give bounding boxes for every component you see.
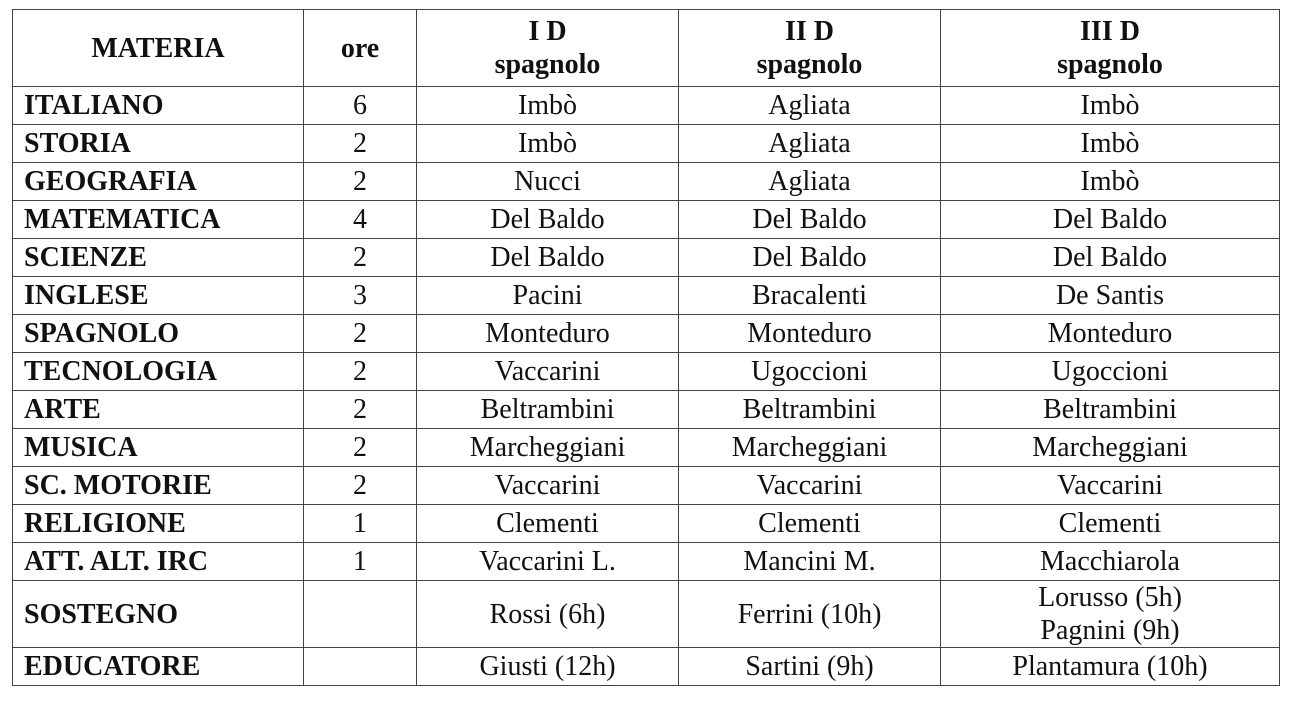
teacher-cell-class-2: [679, 391, 941, 429]
teacher-name: Vaccarini: [494, 470, 601, 501]
header-class-name: I D: [528, 16, 567, 47]
teacher-name: Marcheggiani: [469, 432, 626, 463]
teacher-cell-class-2: [679, 353, 941, 391]
teacher-cell-class-1: [417, 87, 679, 125]
teacher-cell-class-1: [417, 201, 679, 239]
teacher-name: Monteduro: [747, 318, 872, 349]
teacher-cell-class-1: [417, 429, 679, 467]
header-class-language: spagnolo: [756, 49, 863, 80]
subject-cell: ITALIANO: [13, 87, 304, 125]
table-row: [13, 581, 1280, 648]
teacher-name: Imbò: [1080, 128, 1140, 159]
header-class-language: spagnolo: [494, 49, 601, 80]
teacher-name: Pagnini (9h): [1040, 615, 1180, 646]
subject-cell: SC. MOTORIE: [13, 467, 304, 505]
teacher-cell-class-3: [941, 163, 1280, 201]
hours-cell: 2: [304, 163, 417, 201]
subject-cell: INGLESE: [13, 277, 304, 315]
teacher-assignment-table: [12, 9, 1280, 686]
header-class-name: II D: [784, 16, 834, 47]
header-class-language: spagnolo: [1057, 49, 1163, 80]
teacher-cell-class-2: [679, 201, 941, 239]
teacher-cell-class-3: [941, 391, 1280, 429]
teacher-cell-class-2: [679, 429, 941, 467]
hours-cell: 4: [304, 201, 417, 239]
teacher-cell-class-3: [941, 543, 1280, 581]
subject-cell: SCIENZE: [13, 239, 304, 277]
hours-cell: 3: [304, 277, 417, 315]
teacher-name: Beltrambini: [742, 394, 877, 425]
table-row: [13, 125, 1280, 163]
teacher-name: Pacini: [512, 280, 583, 311]
teacher-cell-class-3: [941, 581, 1280, 648]
hours-cell: [304, 581, 417, 648]
header-class-1: [417, 10, 679, 87]
teacher-name: Ferrini (10h): [737, 598, 882, 630]
header-class-2: [679, 10, 941, 87]
teacher-cell-class-3: [941, 429, 1280, 467]
teacher-cell-class-2: [679, 277, 941, 315]
hours-cell: 6: [304, 87, 417, 125]
teacher-name: Del Baldo: [752, 204, 867, 235]
teacher-cell-class-3: [941, 353, 1280, 391]
teacher-name: Vaccarini: [756, 470, 863, 501]
table-row: [13, 648, 1280, 686]
table-row: [13, 277, 1280, 315]
teacher-name: Vaccarini: [1057, 470, 1163, 501]
teacher-cell-class-2: [679, 648, 941, 686]
subject-cell: RELIGIONE: [13, 505, 304, 543]
table-row: [13, 467, 1280, 505]
table-row: [13, 201, 1280, 239]
teacher-name: Vaccarini: [494, 356, 601, 387]
header-class-name: III D: [1080, 16, 1140, 47]
teacher-cell-class-2: [679, 125, 941, 163]
teacher-cell-class-3: [941, 277, 1280, 315]
teacher-cell-class-1: [417, 239, 679, 277]
teacher-name: Clementi: [496, 508, 599, 539]
header-row: [13, 10, 1280, 87]
table-body: [13, 87, 1280, 686]
subject-cell: SOSTEGNO: [13, 581, 304, 648]
subject-cell: ARTE: [13, 391, 304, 429]
teacher-name: Mancini M.: [743, 546, 876, 577]
hours-cell: 2: [304, 429, 417, 467]
subject-cell: MATEMATICA: [13, 201, 304, 239]
header-hours: ore: [304, 10, 417, 87]
teacher-name: Del Baldo: [490, 204, 605, 235]
teacher-cell-class-2: [679, 87, 941, 125]
header-subject: MATERIA: [13, 10, 304, 87]
teacher-name: Del Baldo: [752, 242, 867, 273]
teacher-name: Lorusso (5h): [1038, 582, 1182, 613]
teacher-cell-class-3: [941, 315, 1280, 353]
teacher-name: Beltrambini: [480, 394, 615, 425]
teacher-name: Giusti (12h): [479, 651, 616, 682]
teacher-name: Beltrambini: [1043, 394, 1177, 425]
hours-cell: 2: [304, 125, 417, 163]
teacher-cell-class-2: [679, 467, 941, 505]
table-row: [13, 543, 1280, 581]
teacher-cell-class-1: [417, 353, 679, 391]
table-row: [13, 505, 1280, 543]
teacher-name: Monteduro: [485, 318, 610, 349]
teacher-cell-class-3: [941, 505, 1280, 543]
teacher-name: Vaccarini L.: [479, 546, 616, 577]
teacher-cell-class-1: [417, 505, 679, 543]
teacher-name: Imbò: [517, 90, 578, 121]
teacher-name: Imbò: [1080, 90, 1140, 121]
teacher-cell-class-2: [679, 315, 941, 353]
hours-cell: 2: [304, 315, 417, 353]
teacher-cell-class-3: [941, 467, 1280, 505]
table-row: [13, 315, 1280, 353]
teacher-name: Imbò: [1080, 166, 1140, 197]
teacher-cell-class-1: [417, 543, 679, 581]
teacher-cell-class-2: [679, 239, 941, 277]
hours-cell: 2: [304, 353, 417, 391]
teacher-cell-class-1: [417, 315, 679, 353]
teacher-name: Ugoccioni: [751, 356, 868, 387]
hours-cell: 2: [304, 391, 417, 429]
table-row: [13, 391, 1280, 429]
hours-cell: 2: [304, 467, 417, 505]
teacher-cell-class-1: [417, 163, 679, 201]
teacher-cell-class-2: [679, 543, 941, 581]
teacher-cell-class-1: [417, 648, 679, 686]
teacher-cell-class-1: [417, 391, 679, 429]
teacher-name: Ugoccioni: [1051, 356, 1169, 387]
table-row: [13, 429, 1280, 467]
teacher-cell-class-2: [679, 581, 941, 648]
subject-cell: SPAGNOLO: [13, 315, 304, 353]
teacher-cell-class-1: [417, 467, 679, 505]
teacher-name: Macchiarola: [1040, 546, 1180, 577]
hours-cell: 1: [304, 505, 417, 543]
teacher-name: Marcheggiani: [731, 432, 888, 463]
teacher-name: Bracalenti: [751, 280, 868, 311]
hours-cell: [304, 648, 417, 686]
subject-cell: ATT. ALT. IRC: [13, 543, 304, 581]
teacher-name: Del Baldo: [1052, 204, 1168, 235]
subject-cell: EDUCATORE: [13, 648, 304, 686]
subject-cell: GEOGRAFIA: [13, 163, 304, 201]
teacher-name: Agliata: [768, 90, 851, 121]
teacher-name: Del Baldo: [1052, 242, 1168, 273]
table-row: [13, 239, 1280, 277]
teacher-name: Nucci: [514, 166, 581, 197]
table-row: [13, 353, 1280, 391]
teacher-name: De Santis: [1055, 280, 1165, 311]
subject-cell: TECNOLOGIA: [13, 353, 304, 391]
teacher-name: Marcheggiani: [1032, 432, 1188, 463]
teacher-cell-class-3: [941, 87, 1280, 125]
teacher-cell-class-2: [679, 163, 941, 201]
subject-cell: STORIA: [13, 125, 304, 163]
hours-cell: 1: [304, 543, 417, 581]
table-row: [13, 163, 1280, 201]
teacher-name: Agliata: [768, 128, 851, 159]
teacher-cell-class-3: [941, 125, 1280, 163]
teacher-name: Sartini (9h): [745, 651, 874, 682]
table-row: [13, 87, 1280, 125]
teacher-name: Del Baldo: [490, 242, 605, 273]
teacher-name: Rossi (6h): [489, 598, 606, 630]
subject-cell: MUSICA: [13, 429, 304, 467]
teacher-name: Clementi: [758, 508, 861, 539]
teacher-name: Agliata: [768, 166, 851, 197]
teacher-cell-class-1: [417, 277, 679, 315]
teacher-cell-class-1: [417, 125, 679, 163]
hours-cell: 2: [304, 239, 417, 277]
teacher-name: Clementi: [1058, 508, 1162, 539]
teacher-name: Imbò: [517, 128, 578, 159]
teacher-cell-class-1: [417, 581, 679, 648]
teacher-cell-class-3: [941, 648, 1280, 686]
header-class-3: [941, 10, 1280, 87]
teacher-name: Plantamura (10h): [1012, 651, 1208, 682]
teacher-name: Monteduro: [1047, 318, 1173, 349]
teacher-cell-class-2: [679, 505, 941, 543]
teacher-cell-class-3: [941, 239, 1280, 277]
teacher-cell-class-3: [941, 201, 1280, 239]
